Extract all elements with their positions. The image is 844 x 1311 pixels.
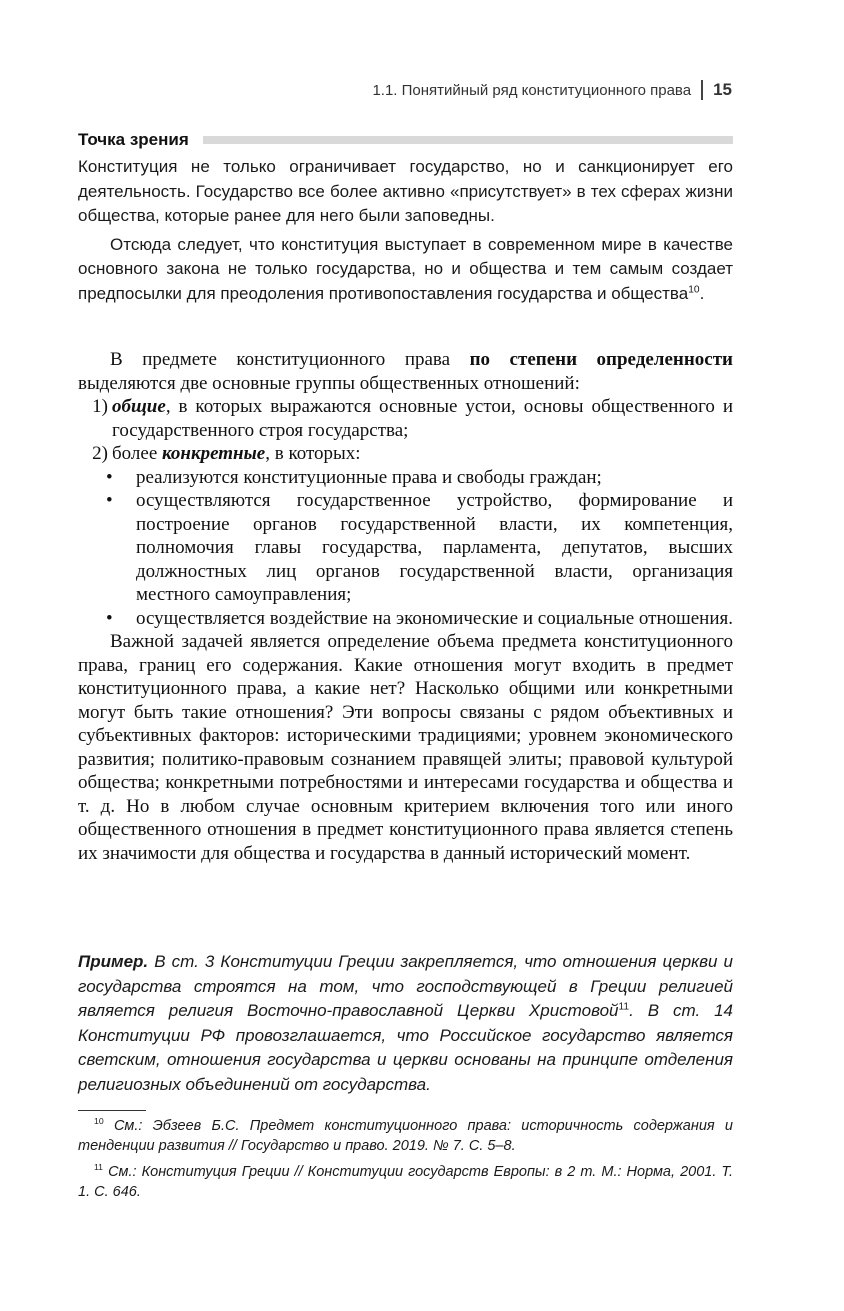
footnotes — [78, 1116, 733, 1202]
heading-rule — [203, 136, 733, 144]
footnote-11: $^{11}$ См.: Конституция Греции // Конституции государств Европы: в 2 т. М.: Норма, 2001. Т. 1. С. 646. — [78, 1162, 733, 1200]
point-of-view-box — [78, 155, 733, 306]
list-item-specific: 2) более конкретные, в которых: — [78, 442, 733, 466]
point-of-view-heading — [78, 128, 733, 152]
bullet-item-state-structure: • осуществляются государственное устройство, формирование и построение органов государственной власти, их компетенция, полномочия главы государства, парламента, депутатов, высших должностных лиц органов государственной власти, организация местного самоуправления; — [106, 490, 733, 605]
section-title: 1.1. Понятийный ряд конституционного права — [372, 81, 692, 99]
bullet-icon: • — [106, 490, 113, 511]
footnote-rule — [78, 1110, 146, 1111]
example-block: Пример. В ст. 3 Конституции Греции закрепляется, что отношения церкви и государства строятся на том, что господствующей в Греции религией является религия Восточно-православной Церкви Христовой$^{11}$. В ст. 14 Конституции РФ провозглашается, что Российское государство является светским, отношения государства и церкви основаны на принципе отделения религиозных объединений от государства. — [78, 952, 733, 1094]
bullet-icon: • — [106, 607, 113, 629]
list-number: 2) — [92, 443, 108, 464]
scope-paragraph: Важной задачей является определение объема предмета конституционного права, границ его содержания. Какие отношения могут входить в предмет конституционного права, а какие нет? Насколько общими или конкретными могут быть такие отношения? Эти вопросы связаны с рядом объективных и субъективных факторов: историческими традициями; уровнем экономического развития; политико-правовым сознанием правящей элиты; правовой культурой общества; конкретными потребностями и интересами государства и общества и т. д. Но в любом случае основным критерием включения того или иного общественного отношения в предмет конституционного права является степень их значимости для общества и государства в данный исторический момент. — [78, 631, 733, 864]
point-of-view-paragraph-1: Конституция не только ограничивает государство, но и санкционирует его деятельность. Государство все более активно «присутствует» в тех сферах жизни общества, которые ранее для него были заповедны. — [78, 157, 733, 225]
footnote-ref-11[interactable]: 11 — [618, 1001, 630, 1013]
main-text — [78, 348, 733, 865]
bullet-icon: • — [106, 466, 113, 488]
bullet-item-economic: • осуществляется воздействие на экономические и социальные отношения. — [106, 607, 733, 629]
header-separator — [701, 80, 703, 100]
footnote-10: $^{10}$ См.: Эбзеев Б.С. Предмет конституционного права: историчность содержания и тенденции развития // Государство и право. 2019. № 7. С. 5–8. — [78, 1116, 733, 1154]
point-of-view-title: Точка зрения — [78, 130, 189, 149]
list-item-general: 1) общие, в которых выражаются основные устои, основы общественного и государственного строя государства; — [78, 395, 733, 442]
bullet-item-rights: • реализуются конституционные права и свободы граждан; — [106, 466, 602, 488]
intro-paragraph: В предмете конституционного права по степени определенности выделяются две основные группы общественных отношений: — [78, 349, 733, 394]
running-head — [372, 80, 732, 100]
page-number: 15 — [713, 80, 732, 99]
example-lead: Пример. — [78, 952, 149, 971]
footnote-ref-10[interactable]: 10 — [688, 283, 700, 295]
point-of-view-paragraph-2: Отсюда следует, что конституция выступает в современном мире в качестве основного закона не только государства, но и общества и тем самым создает предпосылки для преодоления противопоставления государства и общества$^{10}$. — [78, 234, 733, 303]
list-number: 1) — [92, 396, 108, 417]
